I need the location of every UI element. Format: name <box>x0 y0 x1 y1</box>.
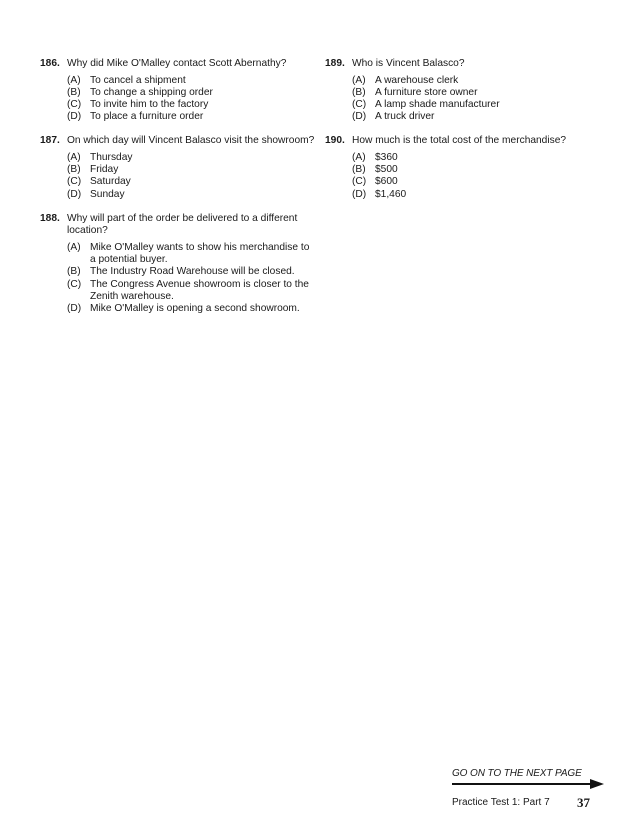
left-column <box>40 58 315 327</box>
answer-option-c: (C) A lamp shade manufacturer <box>352 99 500 110</box>
answer-option-b: (B) The Industry Road Warehouse will be closed. <box>67 266 295 278</box>
question-188 <box>40 213 315 315</box>
answer-options <box>67 152 315 201</box>
answer-option-d: (D) $1,460 <box>352 188 407 200</box>
answer-option-b: (B) A furniture store owner <box>352 86 478 98</box>
question-text: On which day will Vincent Balasco visit the showroom? <box>67 135 315 147</box>
answer-option-a: (A) $360 <box>352 152 398 163</box>
answer-option-a: (A) A warehouse clerk <box>352 74 459 86</box>
question-number: 190. <box>325 135 345 147</box>
answer-options <box>352 152 615 201</box>
question-text: Why did Mike O'Malley contact Scott Abernathy? <box>67 58 287 69</box>
answer-option-b: (B) $500 <box>352 164 398 176</box>
answer-option-c: (C) Saturday <box>67 176 131 188</box>
question-text: Why will part of the order be delivered to a different location? <box>67 212 298 237</box>
answer-option-b: (B) To change a shipping order <box>67 86 213 98</box>
question-number: 189. <box>325 58 345 69</box>
answer-option-b: (B) Friday <box>67 164 119 176</box>
answer-option-c: (C) To invite him to the factory <box>67 99 209 110</box>
answer-options <box>352 75 615 124</box>
answer-option-d: (D) Sunday <box>67 188 125 200</box>
page-number: 37 <box>577 795 590 810</box>
answer-options <box>67 242 315 315</box>
question-186 <box>40 58 315 123</box>
question-number: 188. <box>40 212 60 224</box>
answer-option-c: (C) The Congress Avenue showroom is closer to the Zenith warehouse. <box>67 278 309 302</box>
question-190 <box>325 135 615 200</box>
answer-option-d: (D) A truck driver <box>352 111 435 123</box>
right-arrow-icon <box>452 779 604 789</box>
answer-options <box>67 75 315 124</box>
answer-option-a: (A) To cancel a shipment <box>67 74 186 86</box>
question-number: 186. <box>40 58 60 69</box>
answer-option-d: (D) To place a furniture order <box>67 111 204 123</box>
answer-option-d: (D) Mike O'Malley is opening a second showroom. <box>67 303 300 315</box>
answer-option-a: (A) Mike O'Malley wants to show his merchandise to a potential buyer. <box>67 242 310 266</box>
next-page-notice: GO ON TO THE NEXT PAGE <box>452 768 582 779</box>
right-column <box>325 58 615 213</box>
question-text: How much is the total cost of the merchandise? <box>352 135 567 147</box>
question-187 <box>40 135 315 200</box>
question-189 <box>325 58 615 123</box>
question-number: 187. <box>40 135 60 147</box>
answer-option-c: (C) $600 <box>352 176 398 188</box>
answer-option-a: (A) Thursday <box>67 152 133 163</box>
test-part-label: Practice Test 1: Part 7 <box>452 797 550 808</box>
question-text: Who is Vincent Balasco? <box>352 58 465 69</box>
